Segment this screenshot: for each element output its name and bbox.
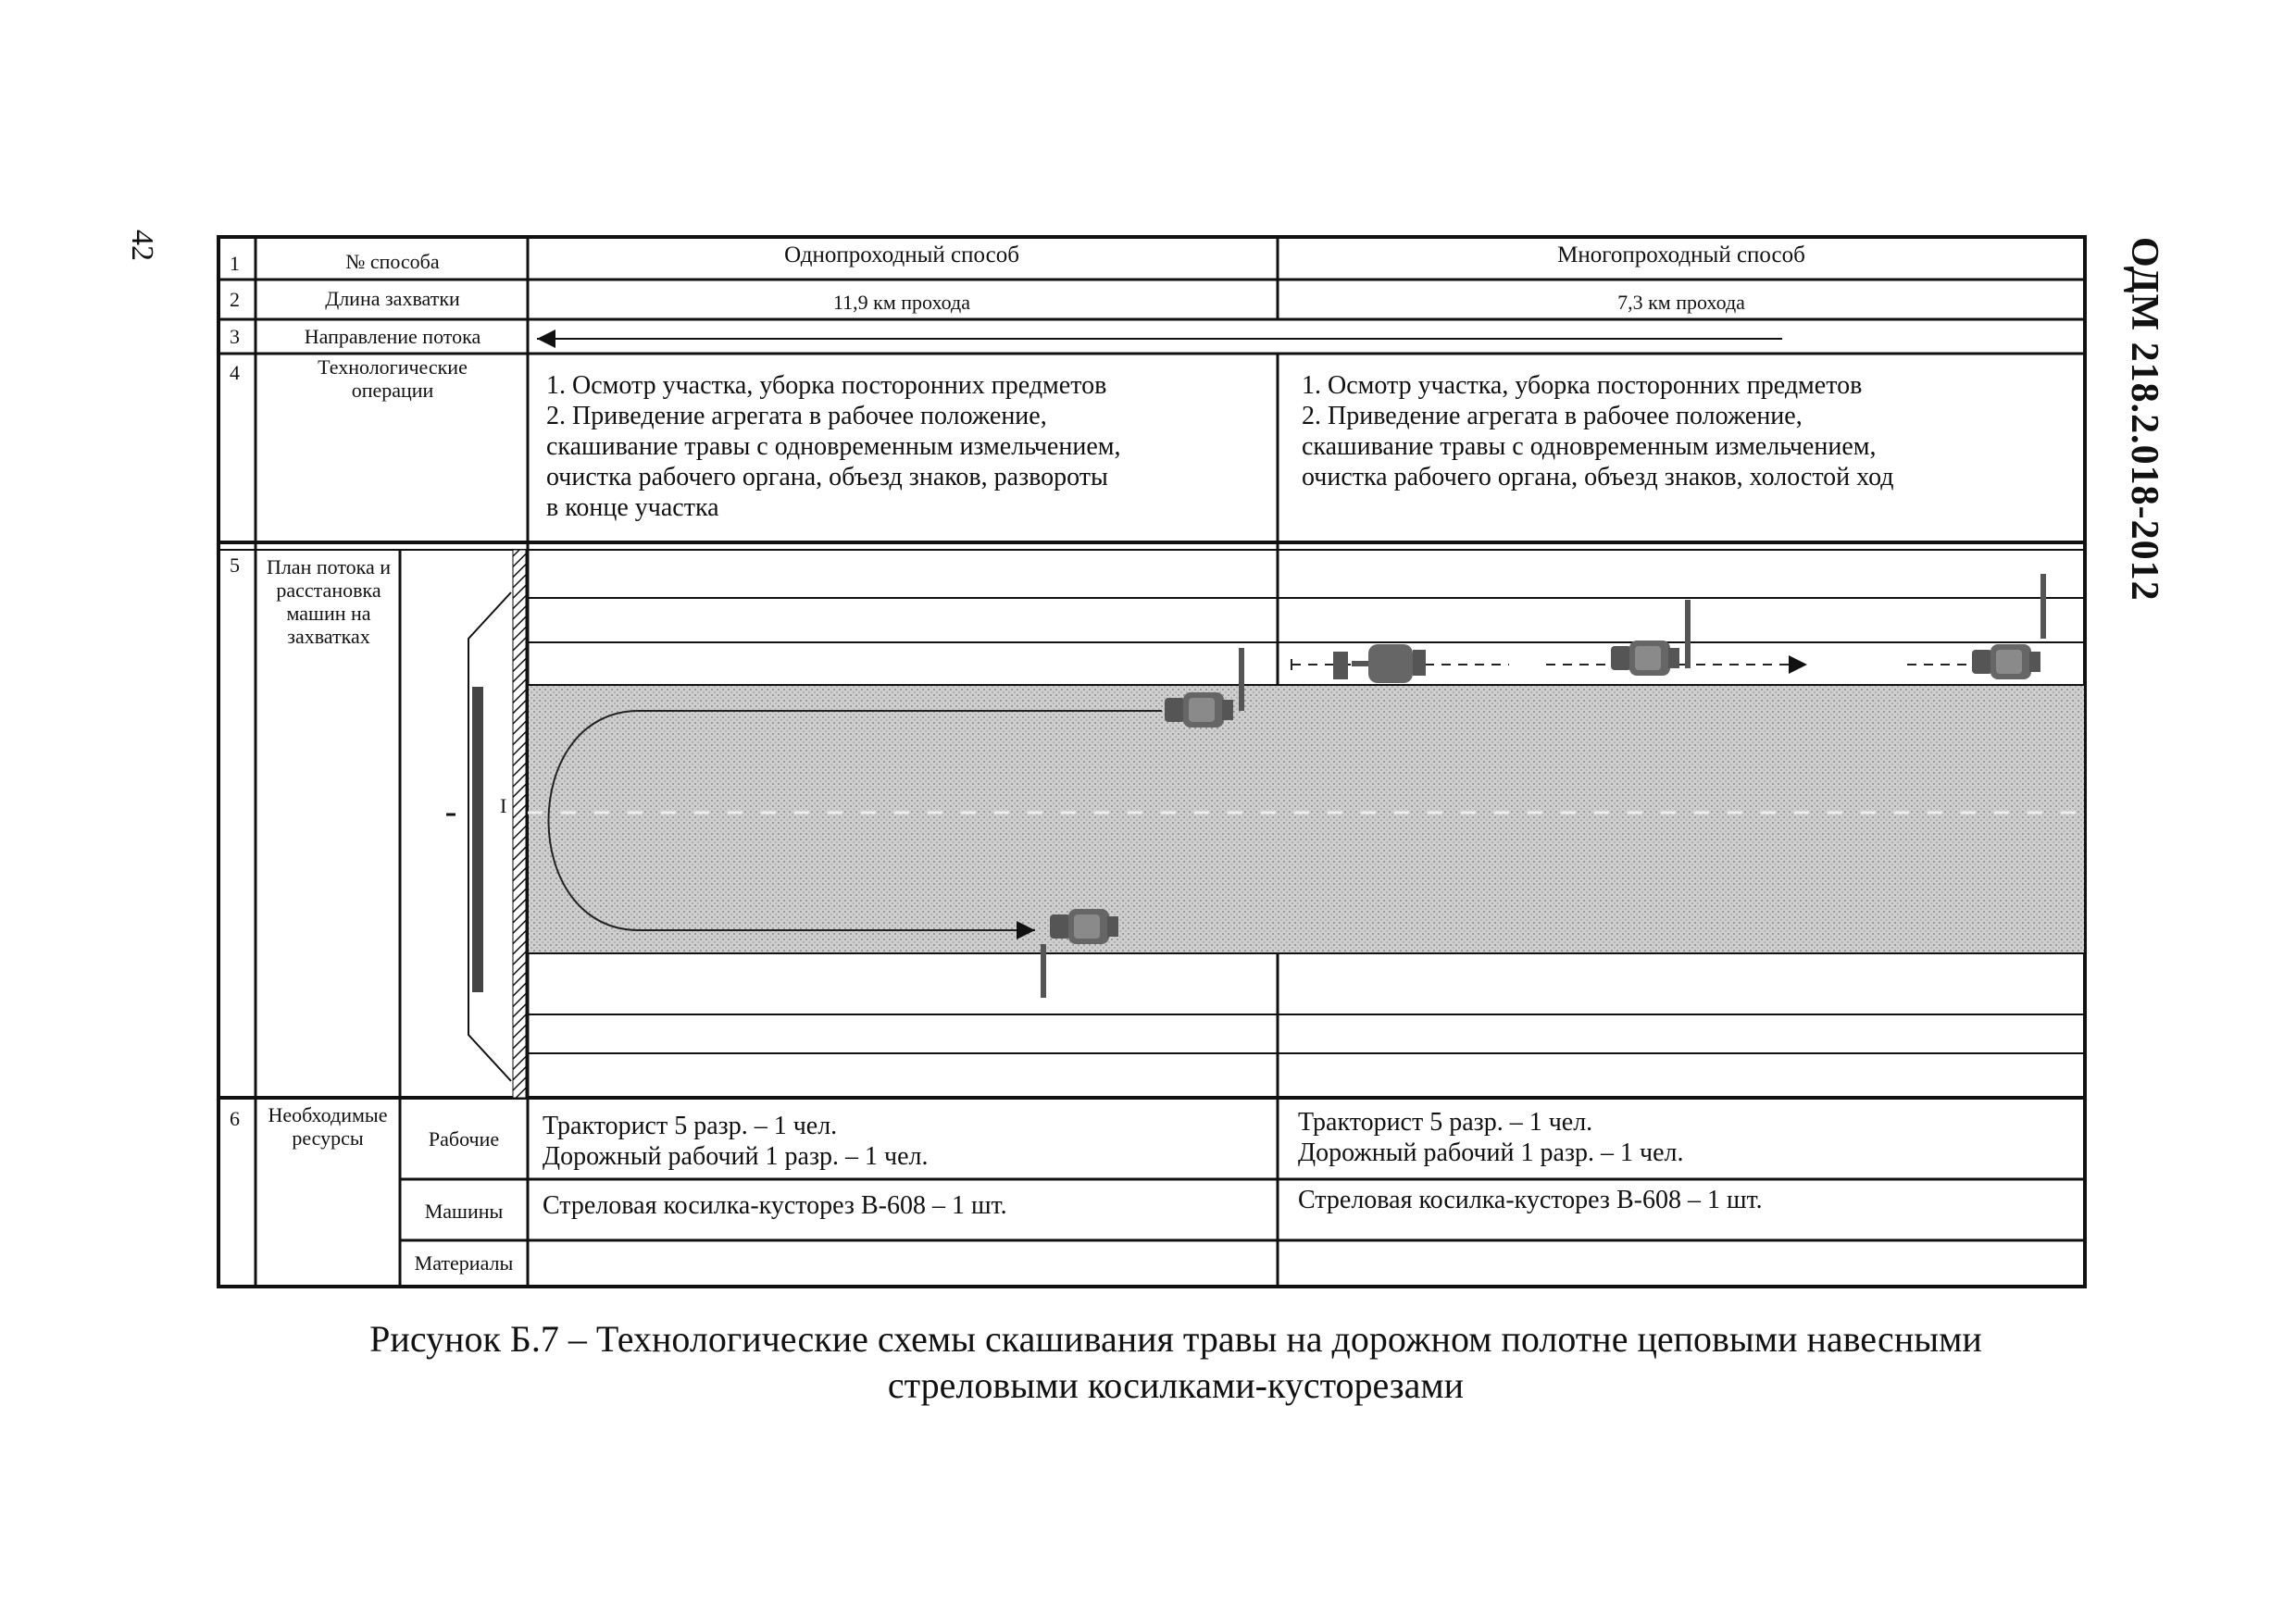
mower-unit-1	[1333, 644, 1426, 683]
row-label-operations: Технологические операции	[318, 355, 468, 402]
method-1-operations	[546, 370, 1268, 523]
row-label-length: Длина захватки	[325, 287, 460, 310]
worker-line: Тракторист 5 разр. – 1 чел.	[543, 1112, 838, 1140]
resource-label-machines: Машины	[424, 1200, 504, 1223]
road-plan	[528, 598, 2085, 1053]
road-sign-scheme	[446, 550, 526, 1098]
operation-line: очистка рабочего органа, объезд знаков, развороты	[546, 463, 1108, 491]
worker-line: Дорожный рабочий 1 разр. – 1 чел.	[1298, 1138, 1684, 1167]
page-number: 42	[125, 230, 159, 261]
resource-label-workers: Рабочие	[428, 1127, 500, 1151]
operation-line: скашивание травы с одновременным измельчением,	[546, 432, 1121, 461]
caption-line-1: Рисунок Б.7 – Технологические схемы скашивания травы на дорожном полотне цеповыми навесными	[369, 1318, 1982, 1360]
method-1-length: 11,9 км прохода	[832, 291, 970, 314]
row-number: 3	[230, 325, 240, 348]
method-1-name: Однопроходный способ	[784, 243, 1019, 267]
mower-unit-3	[1972, 574, 2046, 679]
operation-line: скашивание травы с одновременным измельчением,	[1302, 432, 1877, 461]
operation-line: очистка рабочего органа, объезд знаков, холостой ход	[1302, 463, 1894, 491]
operation-line: 1. Осмотр участка, уборка посторонних предметов	[546, 371, 1107, 400]
operation-line: 1. Осмотр участка, уборка посторонних предметов	[1302, 371, 1863, 400]
method-1-machines: Стреловая косилка-кусторез В-608 – 1 шт.	[543, 1191, 1007, 1220]
sign-mark: I	[500, 794, 507, 817]
row-number: 6	[230, 1107, 240, 1130]
operation-line: 2. Приведение агрегата в рабочее положение,	[1302, 402, 1803, 430]
method-1-workers	[543, 1111, 1265, 1172]
resource-label-materials: Материалы	[414, 1251, 514, 1275]
method-2-workers	[1298, 1107, 2076, 1168]
row-label-direction: Направление потока	[304, 325, 481, 348]
row-number: 5	[230, 554, 240, 577]
row-label-resources: Необходимые ресурсы	[268, 1103, 388, 1150]
document-code: ОДМ 218.2.018-2012	[2123, 237, 2165, 602]
row-number: 2	[230, 288, 240, 311]
method-2-machines: Стреловая косилка-кусторез В-608 – 1 шт.	[1298, 1186, 1763, 1214]
caption-line-2: стреловыми косилками-кусторезами	[887, 1364, 1465, 1406]
mower-unit-2	[1611, 600, 1691, 676]
method-2-name: Многопроходный способ	[1557, 243, 1805, 267]
row-number: 4	[230, 361, 240, 384]
operation-line: в конце участка	[546, 493, 719, 522]
row-label-plan: План потока и расстановка машин на захватках	[266, 555, 392, 648]
row-label-method: № способа	[345, 250, 440, 273]
method-2-length: 7,3 км прохода	[1617, 291, 1745, 314]
method-2-operations	[1302, 370, 2079, 492]
worker-line: Дорожный рабочий 1 разр. – 1 чел.	[543, 1142, 929, 1171]
worker-line: Тракторист 5 разр. – 1 чел.	[1298, 1108, 1593, 1137]
operation-line: 2. Приведение агрегата в рабочее положение,	[546, 402, 1047, 430]
figure-caption	[278, 1316, 2074, 1409]
row-number: 1	[230, 252, 240, 275]
